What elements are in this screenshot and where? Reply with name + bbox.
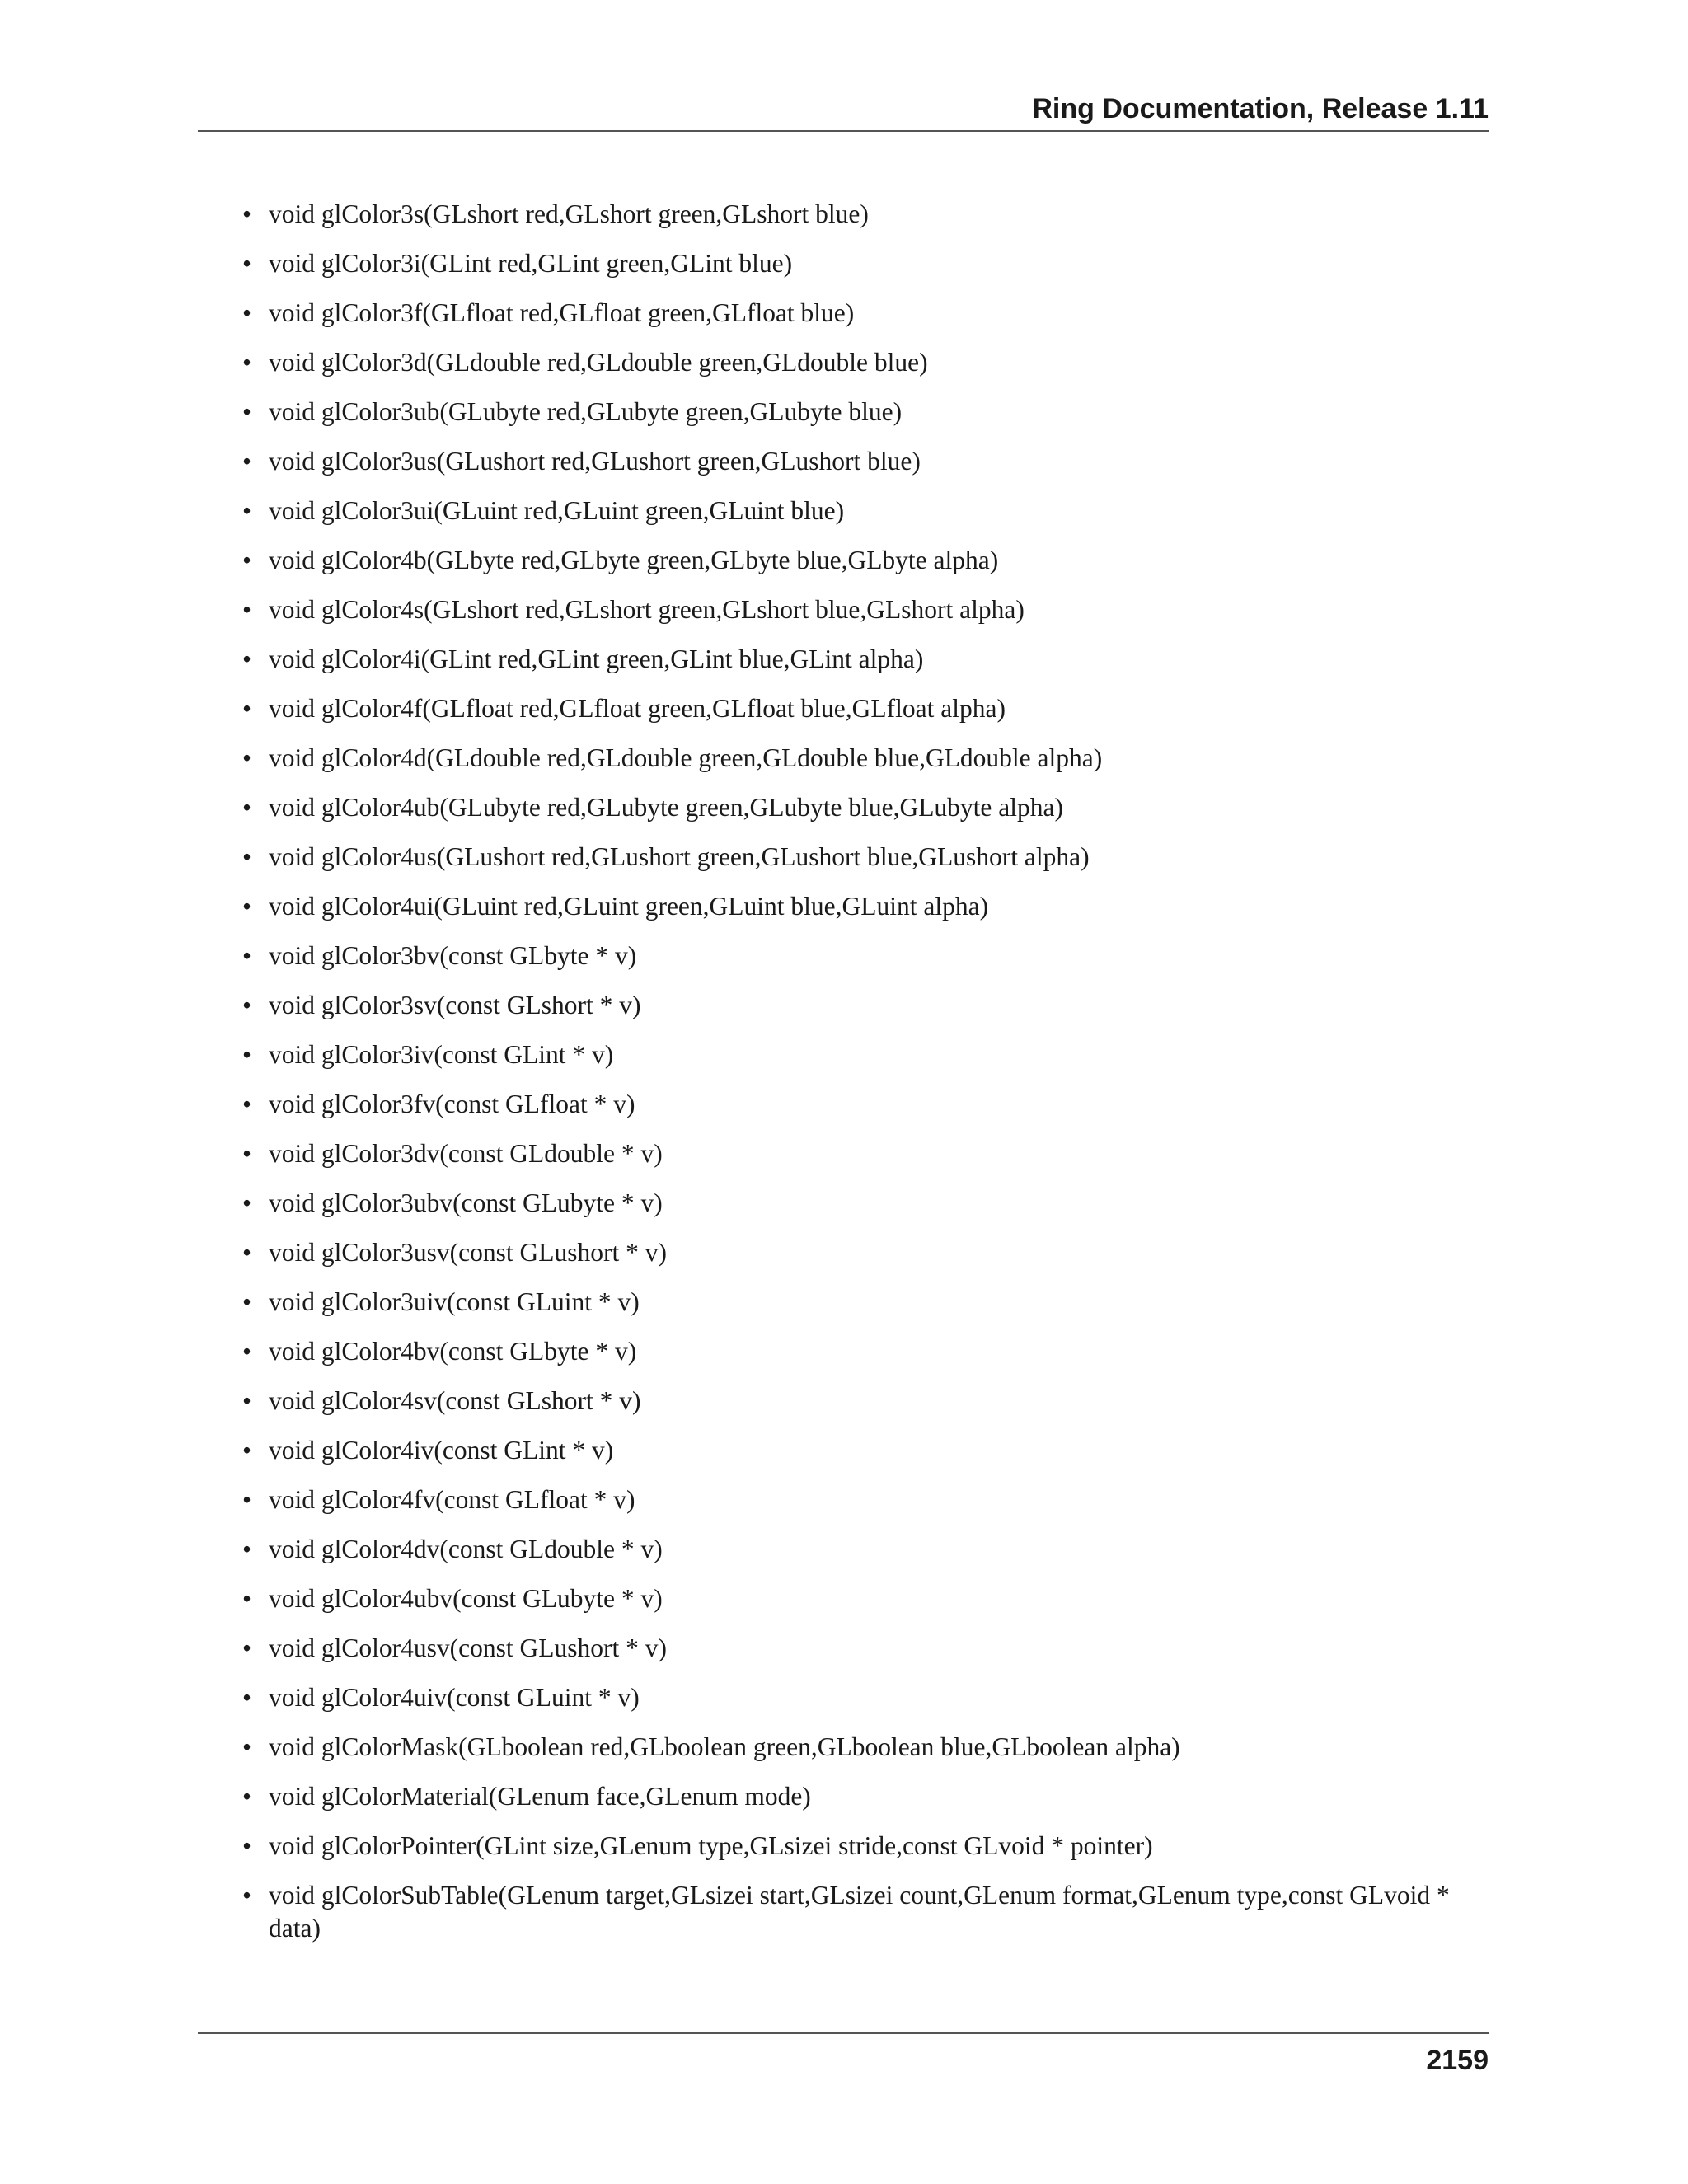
function-signature: void glColor4ub(GLubyte red,GLubyte green,GLubyte blue,GLubyte alpha) — [269, 793, 1063, 822]
bullet-icon: • — [242, 1535, 252, 1563]
function-list-item — [231, 989, 1492, 1022]
function-list-item — [231, 1088, 1492, 1121]
bullet-icon: • — [242, 1732, 252, 1761]
function-signature: void glColor3uiv(const GLuint * v) — [269, 1287, 640, 1316]
function-list-item — [231, 940, 1492, 972]
bullet-icon: • — [242, 644, 252, 673]
bullet-icon: • — [242, 1337, 252, 1366]
function-list-item — [231, 1830, 1492, 1863]
function-list-item — [231, 692, 1492, 725]
bullet-icon: • — [242, 842, 252, 871]
bullet-icon: • — [242, 1436, 252, 1465]
function-list-item — [231, 1286, 1492, 1319]
bullet-icon: • — [242, 1485, 252, 1514]
function-list-item — [231, 593, 1492, 626]
function-list-item — [231, 1582, 1492, 1615]
function-list-item — [231, 1780, 1492, 1813]
bullet-icon: • — [242, 941, 252, 970]
function-list-item — [231, 1038, 1492, 1071]
bullet-icon: • — [242, 1090, 252, 1118]
bullet-icon: • — [242, 1238, 252, 1267]
bullet-icon: • — [242, 199, 252, 228]
function-list-item — [231, 297, 1492, 330]
function-signature: void glColor4sv(const GLshort * v) — [269, 1386, 641, 1415]
function-list-item — [231, 544, 1492, 577]
function-signature: void glColor4i(GLint red,GLint green,GLint blue,GLint alpha) — [269, 644, 924, 673]
bullet-icon: • — [242, 447, 252, 476]
function-signature: void glColorPointer(GLint size,GLenum type,GLsizei stride,const GLvoid * pointer) — [269, 1831, 1153, 1860]
bullet-icon: • — [242, 1287, 252, 1316]
function-signature: void glColor4fv(const GLfloat * v) — [269, 1485, 635, 1514]
function-signature: void glColor4ui(GLuint red,GLuint green,GLuint blue,GLuint alpha) — [269, 892, 989, 921]
function-signature: void glColor4bv(const GLbyte * v) — [269, 1337, 637, 1366]
function-signature: void glColor3sv(const GLshort * v) — [269, 991, 641, 1019]
function-list-item — [231, 1681, 1492, 1714]
function-signature: void glColor3dv(const GLdouble * v) — [269, 1139, 663, 1168]
bullet-icon: • — [242, 793, 252, 822]
function-list-item — [231, 1879, 1492, 1945]
function-signature: void glColor3fv(const GLfloat * v) — [269, 1090, 635, 1118]
function-list-item — [231, 1731, 1492, 1764]
page-number: 2159 — [1426, 2045, 1489, 2076]
function-list-item — [231, 396, 1492, 429]
function-list-item — [231, 445, 1492, 478]
function-signature: void glColorSubTable(GLenum target,GLsizei start,GLsizei count,GLenum format,GLenum type,const GLvoid * data) — [269, 1881, 1450, 1943]
function-signature: void glColor4us(GLushort red,GLushort green,GLushort blue,GLushort alpha) — [269, 842, 1090, 871]
function-list-item — [231, 1335, 1492, 1368]
bullet-icon: • — [242, 991, 252, 1019]
function-list-item — [231, 1137, 1492, 1170]
function-list-item — [231, 1236, 1492, 1269]
page-footer — [198, 2032, 1489, 2076]
function-signature: void glColor4f(GLfloat red,GLfloat green,GLfloat blue,GLfloat alpha) — [269, 694, 1006, 723]
function-list-item — [231, 247, 1492, 280]
bullet-icon: • — [242, 397, 252, 426]
function-signature: void glColor3ubv(const GLubyte * v) — [269, 1188, 663, 1217]
function-list-item — [231, 1483, 1492, 1516]
function-signature: void glColor4uiv(const GLuint * v) — [269, 1683, 640, 1712]
function-signature: void glColorMask(GLboolean red,GLboolean green,GLboolean blue,GLboolean alpha) — [269, 1732, 1180, 1761]
bullet-icon: • — [242, 694, 252, 723]
bullet-icon: • — [242, 1633, 252, 1662]
function-signature: void glColor3bv(const GLbyte * v) — [269, 941, 637, 970]
bullet-icon: • — [242, 1881, 252, 1910]
function-list-item — [231, 890, 1492, 923]
bullet-icon: • — [242, 1188, 252, 1217]
function-signature: void glColorMaterial(GLenum face,GLenum mode) — [269, 1782, 811, 1811]
function-signature: void glColor3f(GLfloat red,GLfloat green,GLfloat blue) — [269, 298, 855, 327]
function-list-item — [231, 494, 1492, 527]
function-list-item — [231, 1187, 1492, 1220]
bullet-icon: • — [242, 892, 252, 921]
function-list-item — [231, 1632, 1492, 1665]
bullet-icon: • — [242, 1139, 252, 1168]
function-list-item — [231, 841, 1492, 874]
bullet-icon: • — [242, 595, 252, 624]
function-signature: void glColor3ui(GLuint red,GLuint green,GLuint blue) — [269, 496, 845, 525]
function-signature: void glColor4d(GLdouble red,GLdouble green,GLdouble blue,GLdouble alpha) — [269, 743, 1103, 772]
function-list-item — [231, 742, 1492, 775]
function-signature: void glColor4b(GLbyte red,GLbyte green,GLbyte blue,GLbyte alpha) — [269, 546, 999, 574]
function-signature: void glColor3d(GLdouble red,GLdouble green,GLdouble blue) — [269, 348, 928, 377]
page-header — [198, 91, 1489, 132]
function-signature: void glColor3i(GLint red,GLint green,GLint blue) — [269, 249, 793, 278]
function-list-item — [231, 643, 1492, 676]
function-signature: void glColor3iv(const GLint * v) — [269, 1040, 614, 1069]
function-signature: void glColor4dv(const GLdouble * v) — [269, 1535, 663, 1563]
bullet-icon: • — [242, 1782, 252, 1811]
function-signature: void glColor4ubv(const GLubyte * v) — [269, 1584, 663, 1613]
function-signature: void glColor3us(GLushort red,GLushort green,GLushort blue) — [269, 447, 921, 476]
function-list-item — [231, 791, 1492, 824]
function-signature: void glColor3s(GLshort red,GLshort green,GLshort blue) — [269, 199, 869, 228]
function-list-item — [231, 346, 1492, 379]
bullet-icon: • — [242, 348, 252, 377]
document-title: Ring Documentation, Release 1.11 — [1032, 93, 1489, 124]
function-signature: void glColor3ub(GLubyte red,GLubyte green,GLubyte blue) — [269, 397, 903, 426]
bullet-icon: • — [242, 249, 252, 278]
function-list-item — [231, 198, 1492, 231]
bullet-icon: • — [242, 1584, 252, 1613]
function-list-item — [231, 1434, 1492, 1467]
function-signature: void glColor3usv(const GLushort * v) — [269, 1238, 667, 1267]
function-signature: void glColor4iv(const GLint * v) — [269, 1436, 614, 1465]
bullet-icon: • — [242, 1386, 252, 1415]
bullet-icon: • — [242, 743, 252, 772]
bullet-icon: • — [242, 546, 252, 574]
function-list-item — [231, 1385, 1492, 1418]
function-list-item — [231, 1533, 1492, 1566]
function-signature: void glColor4s(GLshort red,GLshort green,GLshort blue,GLshort alpha) — [269, 595, 1025, 624]
bullet-icon: • — [242, 298, 252, 327]
function-signature: void glColor4usv(const GLushort * v) — [269, 1633, 667, 1662]
bullet-icon: • — [242, 1683, 252, 1712]
bullet-icon: • — [242, 1040, 252, 1069]
bullet-icon: • — [242, 1831, 252, 1860]
function-list — [231, 198, 1492, 1961]
bullet-icon: • — [242, 496, 252, 525]
